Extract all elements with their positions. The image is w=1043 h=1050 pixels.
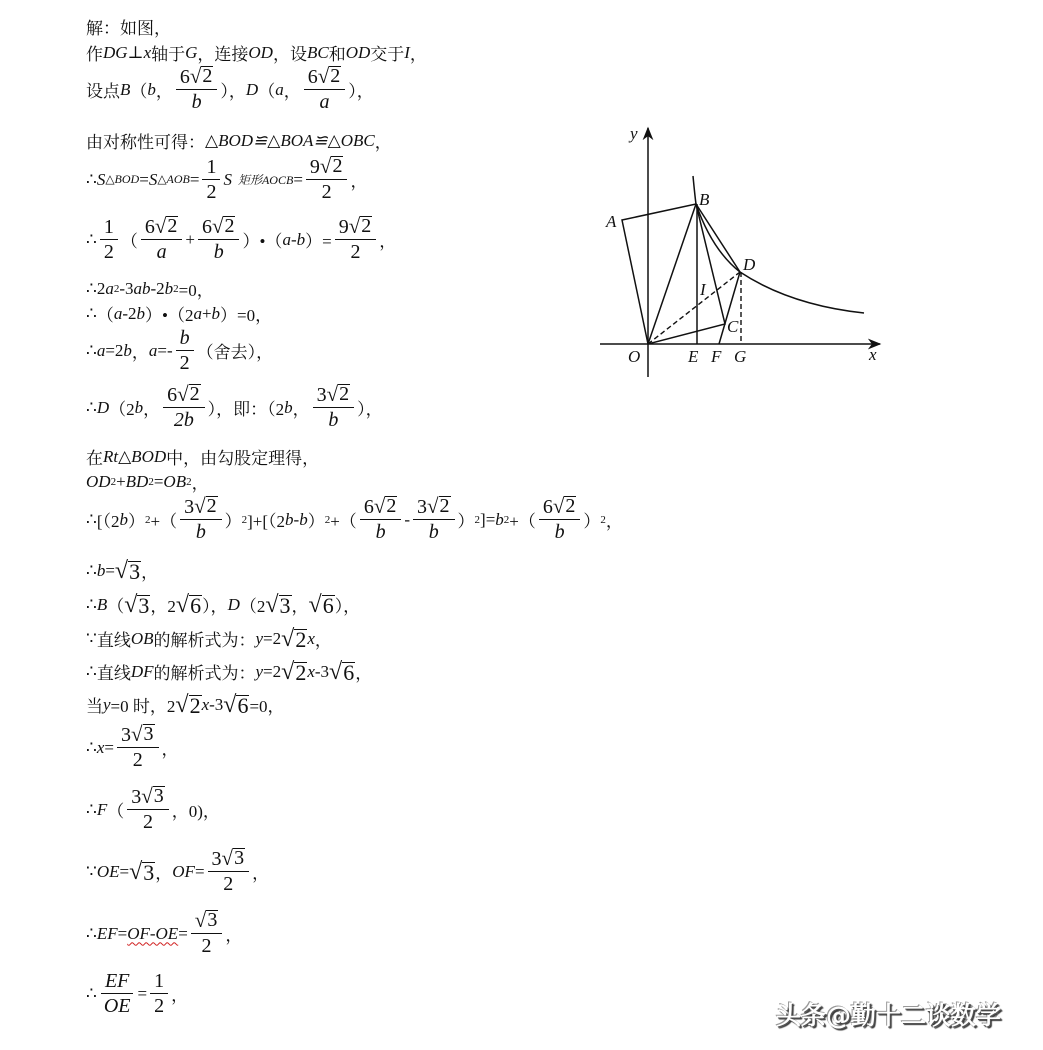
therefore-symbol: ∴: [86, 229, 97, 249]
radicand: 2: [361, 215, 372, 237]
text: =-: [157, 340, 173, 360]
radicand: 6: [322, 592, 334, 618]
denominator: 2: [206, 181, 217, 203]
therefore-symbol: ∴: [86, 661, 97, 681]
math-var: DG: [103, 42, 128, 62]
denominator: b: [375, 521, 386, 543]
math-var: OF: [172, 861, 195, 881]
radicand: 6: [343, 659, 355, 685]
text: 由对称性可得：: [86, 133, 205, 152]
numerator: 6: [179, 66, 190, 88]
text: +（: [509, 512, 536, 531]
congruence: △BOD≌△BOA≌△OBC: [205, 130, 375, 150]
text: （: [120, 232, 138, 251]
math-var: G: [185, 42, 198, 62]
text: +（: [150, 512, 178, 531]
sqrt: √ 2: [552, 494, 576, 518]
text: 的解析式为：: [153, 664, 256, 683]
segment-bd: [696, 204, 740, 272]
denominator: 2: [350, 241, 361, 263]
text: 的解析式为：: [153, 631, 256, 650]
label-g: G: [734, 347, 747, 366]
numerator: 3: [120, 724, 131, 746]
numerator: 1: [100, 216, 118, 240]
math-var: B: [96, 594, 108, 614]
text: ）=0，: [220, 306, 273, 325]
text: +（: [330, 512, 357, 531]
numerator: EF: [101, 970, 133, 994]
numerator: b: [176, 327, 194, 351]
segment-ob: [648, 204, 696, 344]
text: ，: [225, 926, 243, 945]
exponent: 2: [474, 513, 481, 526]
text: ，: [283, 82, 301, 101]
math-var: I: [404, 42, 410, 62]
sqrt: √ 2: [348, 214, 372, 238]
text: ）•（: [242, 232, 283, 251]
text: [（2: [96, 512, 120, 531]
sqrt: √ 2: [326, 382, 350, 406]
text: ，: [409, 45, 427, 64]
radicand: 3: [143, 859, 155, 885]
radicand: 2: [332, 155, 343, 177]
text: ，: [605, 512, 623, 531]
text: ），: [357, 400, 383, 419]
label-a: A: [606, 212, 617, 231]
because-symbol: ∵: [86, 628, 97, 648]
exponent: 2: [113, 282, 120, 295]
exponent: 2: [148, 475, 154, 488]
text: -3: [314, 661, 330, 681]
denominator: 2: [223, 873, 234, 895]
math-var: BD: [125, 471, 149, 491]
text: 当: [86, 697, 103, 716]
text: =: [119, 861, 130, 881]
numerator: 6: [167, 384, 178, 406]
label-x: x: [869, 345, 877, 364]
radicand: 3: [234, 847, 245, 869]
denominator: a: [156, 241, 167, 263]
math-var: b: [147, 79, 156, 99]
text: ]+[（2: [247, 512, 286, 531]
math-var: OD: [345, 42, 371, 62]
label-y: y: [630, 124, 638, 143]
math-var: EF: [96, 923, 118, 943]
radicand: 3: [138, 592, 150, 618]
text: ，: [292, 400, 310, 419]
radicand: 2: [565, 495, 576, 517]
radicand: 2: [224, 215, 235, 237]
numerator: 6: [363, 496, 374, 518]
text: ，: [161, 740, 179, 759]
subscript: △BOD: [105, 172, 140, 186]
text: ），: [202, 597, 228, 616]
numerator: 6: [201, 216, 212, 238]
denominator: b: [554, 521, 565, 543]
numerator: 1: [150, 970, 168, 994]
math-var: b: [495, 509, 504, 529]
math-var: S: [223, 169, 232, 189]
text: =0，: [178, 281, 214, 300]
math-var: F: [96, 799, 108, 819]
text: +: [116, 471, 126, 491]
math-var: S: [96, 169, 106, 189]
spellcheck-underlined-expr: OF-OE: [127, 923, 179, 943]
radicand: 2: [202, 65, 213, 87]
exponent: 2: [241, 513, 248, 526]
text: ，: [291, 597, 309, 616]
denominator: 2: [179, 352, 190, 374]
math-var: y: [103, 694, 111, 714]
math-var: x: [307, 661, 315, 681]
text: ）: [583, 512, 601, 531]
text: ，: [314, 631, 332, 650]
exponent: 2: [324, 513, 331, 526]
radicand: 2: [386, 495, 397, 517]
label-i: I: [700, 280, 706, 299]
text: -3: [209, 694, 224, 714]
text: =: [153, 471, 164, 491]
text: 直线: [96, 664, 131, 683]
text: =0 时，2: [110, 697, 176, 716]
denominator: a: [319, 91, 330, 113]
text: ，: [355, 664, 373, 683]
math-var: a: [105, 278, 114, 298]
label-c: C: [727, 317, 739, 336]
denominator: b: [191, 91, 202, 113]
therefore-symbol: ∴: [86, 397, 97, 417]
math-var: BC: [306, 42, 329, 62]
math-var: b: [164, 278, 174, 298]
denominator: b: [328, 409, 339, 431]
numerator: 6: [542, 496, 553, 518]
sqrt: √ 2: [281, 658, 307, 685]
sqrt: √ 3: [130, 722, 154, 746]
math-var: OE: [96, 861, 120, 881]
math-var: x: [96, 737, 105, 757]
text: ，: [141, 563, 159, 582]
text: +: [201, 303, 212, 323]
text: ），即：（2: [207, 400, 285, 419]
text: -2: [150, 278, 165, 298]
denominator: 2b: [173, 409, 194, 431]
sqrt: √ 3: [114, 557, 141, 584]
sqrt: √ 6: [329, 658, 355, 685]
math-var: b: [134, 397, 144, 417]
radicand: 3: [153, 785, 164, 807]
denominator: 2: [103, 241, 114, 263]
radicand: 3: [129, 558, 141, 584]
sqrt: √ 2: [189, 64, 213, 88]
therefore-symbol: ∴: [86, 340, 97, 360]
math-var: y: [255, 628, 264, 648]
because-symbol: ∵: [86, 861, 97, 881]
math-var: D: [96, 397, 110, 417]
text: （: [130, 82, 148, 101]
math-var: x: [143, 42, 152, 62]
math-var: Rt: [103, 446, 119, 466]
text: （: [107, 802, 125, 821]
radicand: 2: [189, 692, 201, 718]
sqrt: √ 2: [211, 214, 235, 238]
denominator: b: [195, 521, 206, 543]
text: ），: [334, 597, 361, 616]
subscript: △AOB: [157, 172, 190, 186]
text: -: [404, 509, 411, 529]
radicand: 2: [295, 626, 307, 652]
label-d: D: [743, 255, 756, 274]
radicand: 6: [237, 692, 249, 718]
text: ）: [307, 512, 325, 531]
math-var: a: [113, 303, 123, 323]
text: =: [139, 169, 149, 189]
sqrt: √ 2: [373, 494, 397, 518]
text: =: [105, 560, 115, 580]
radicand: 6: [190, 592, 202, 618]
sqrt: √ 2: [427, 494, 450, 518]
radicand: 3: [279, 592, 291, 618]
radicand: 2: [439, 495, 450, 517]
math-var: b: [119, 509, 128, 529]
radicand: 3: [143, 723, 154, 745]
sqrt: √ 3: [124, 591, 150, 618]
radicand: 3: [207, 909, 218, 931]
text: ，: [143, 400, 161, 419]
exponent: 2: [186, 475, 192, 488]
sqrt: √ 2: [177, 382, 200, 406]
numerator: 6: [144, 216, 155, 238]
math-var: b: [136, 303, 145, 323]
label-f: F: [711, 347, 722, 366]
text: ，2: [150, 597, 176, 616]
radicand: 2: [189, 383, 200, 405]
math-var: B: [120, 79, 131, 99]
text: ）: [224, 512, 242, 531]
text: 轴于: [151, 45, 186, 64]
text: ，: [252, 864, 270, 883]
radicand: 2: [167, 215, 178, 237]
denominator: b: [213, 241, 224, 263]
exponent: 2: [145, 513, 151, 526]
math-var: b: [123, 340, 132, 360]
therefore-symbol: ∴: [86, 169, 97, 189]
text: （2: [239, 597, 266, 616]
math-var: △BOD: [118, 446, 167, 466]
text: 2: [96, 278, 106, 298]
sqrt: √ 3: [265, 591, 291, 618]
denominator: b: [428, 521, 439, 543]
text: ，: [374, 133, 392, 152]
text: =2: [105, 340, 124, 360]
text: ，0)，: [171, 802, 220, 821]
heading-text: 解：如图，: [86, 19, 171, 38]
therefore-symbol: ∴: [86, 509, 97, 529]
text: 设点: [86, 82, 120, 101]
math-var: y: [255, 661, 264, 681]
numerator: 3: [131, 786, 142, 808]
text: =: [137, 983, 148, 1003]
sqrt: √ 3: [141, 784, 164, 808]
text: ，: [155, 864, 173, 883]
text: =: [117, 923, 128, 943]
sqrt: √ 2: [317, 64, 341, 88]
exponent: 2: [173, 282, 179, 295]
text: ），: [348, 82, 374, 101]
math-var: OD: [86, 471, 111, 491]
math-var: a: [148, 340, 158, 360]
denominator: 2: [321, 181, 332, 203]
denominator: 2: [132, 749, 143, 771]
denominator: 2: [201, 935, 212, 957]
math-var: b: [284, 397, 293, 417]
math-var: x: [201, 694, 210, 714]
text: ，: [350, 172, 368, 191]
text: ，设: [272, 45, 307, 64]
text: =: [194, 861, 205, 881]
sqrt: √ 6: [175, 591, 202, 618]
text: 直线: [96, 631, 131, 650]
denominator: OE: [103, 995, 131, 1017]
therefore-symbol: ∴: [86, 923, 97, 943]
therefore-symbol: ∴: [86, 594, 97, 614]
sqrt: √ 2: [175, 691, 201, 718]
math-var: S: [148, 169, 158, 189]
radicand: 2: [330, 65, 341, 87]
label-e: E: [688, 347, 699, 366]
text: ）: [457, 512, 475, 531]
math-var: x: [307, 628, 315, 648]
text: ]=: [480, 509, 496, 529]
text: =0，: [249, 697, 285, 716]
rejected-note: （舍去），: [196, 343, 274, 362]
therefore-symbol: ∴: [86, 303, 97, 323]
text: +: [185, 229, 195, 249]
math-var: ab: [133, 278, 151, 298]
label-o: O: [628, 347, 641, 366]
text: =: [293, 169, 303, 189]
text: =: [104, 737, 114, 757]
sqrt: √ 2: [194, 494, 217, 518]
text: -2: [122, 303, 137, 323]
text: ，: [155, 82, 173, 101]
text: =: [189, 169, 200, 189]
math-var: OB: [130, 628, 154, 648]
numerator: 3: [184, 496, 195, 518]
denominator: 2: [142, 811, 153, 833]
radicand: 2: [339, 383, 350, 405]
text: =: [178, 923, 188, 943]
math-var: OB: [163, 471, 187, 491]
hyperbola-curve: [693, 176, 864, 313]
sqrt: √ 3: [194, 908, 218, 932]
therefore-symbol: ∴: [86, 983, 97, 1003]
numerator: 3: [417, 496, 428, 518]
math-var: DF: [130, 661, 154, 681]
text: （: [107, 597, 125, 616]
therefore-symbol: ∴: [86, 737, 97, 757]
text: -3: [119, 278, 134, 298]
text: 在: [86, 449, 103, 468]
math-var: a: [275, 79, 284, 99]
therefore-symbol: ∴: [86, 799, 97, 819]
radicand: 2: [295, 659, 307, 685]
text: 作: [86, 45, 103, 64]
text: 中，由勾股定理得，: [166, 449, 320, 468]
math-var: b: [96, 560, 106, 580]
text: 交于: [370, 45, 405, 64]
therefore-symbol: ∴: [86, 560, 97, 580]
text: =2: [263, 628, 282, 648]
sqrt: √ 2: [319, 154, 343, 178]
exponent: 2: [600, 513, 606, 526]
exponent: 2: [110, 475, 117, 488]
radicand: 2: [206, 495, 217, 517]
math-var: D: [245, 79, 259, 99]
text: ，: [191, 474, 209, 493]
numerator: 9: [309, 156, 320, 178]
sqrt: √ 6: [223, 691, 249, 718]
sqrt: √ 3: [129, 858, 155, 885]
label-b: B: [699, 190, 710, 209]
text: ，: [131, 343, 149, 362]
watermark: 头条@勤十二谈数学: [776, 1001, 1002, 1030]
text: （2: [109, 400, 135, 419]
text: ，: [379, 232, 397, 251]
exponent: 2: [503, 513, 510, 526]
math-var: D: [227, 594, 240, 614]
text: 和: [328, 45, 346, 64]
text: （: [96, 306, 114, 325]
text: ），: [220, 82, 246, 101]
perp-symbol: ⊥: [127, 42, 144, 62]
sqrt: √ 2: [281, 625, 307, 652]
numerator: 9: [338, 216, 349, 238]
therefore-symbol: ∴: [86, 278, 97, 298]
numerator: 3: [316, 384, 327, 406]
text: ）: [128, 512, 145, 531]
numerator: 3: [211, 848, 222, 870]
denominator: 2: [154, 995, 165, 1017]
text: ）•（2: [145, 306, 194, 325]
text: ，: [171, 986, 189, 1005]
math-var: a: [96, 340, 106, 360]
text: ）=: [305, 232, 332, 251]
math-var: b-b: [285, 509, 308, 529]
sqrt: √ 6: [308, 591, 334, 618]
math-var: a: [193, 303, 202, 323]
text: =2: [263, 661, 282, 681]
numerator: 1: [202, 156, 220, 180]
subscript: 矩形AOCB: [237, 173, 294, 187]
text: ，连接: [197, 45, 249, 64]
sqrt: √ 2: [154, 214, 178, 238]
math-expr: a-b: [282, 229, 306, 249]
sqrt: √ 3: [221, 846, 245, 870]
numerator: 6: [307, 66, 318, 88]
math-var: b: [211, 303, 221, 323]
math-var: OD: [248, 42, 273, 62]
text: （: [258, 82, 276, 101]
